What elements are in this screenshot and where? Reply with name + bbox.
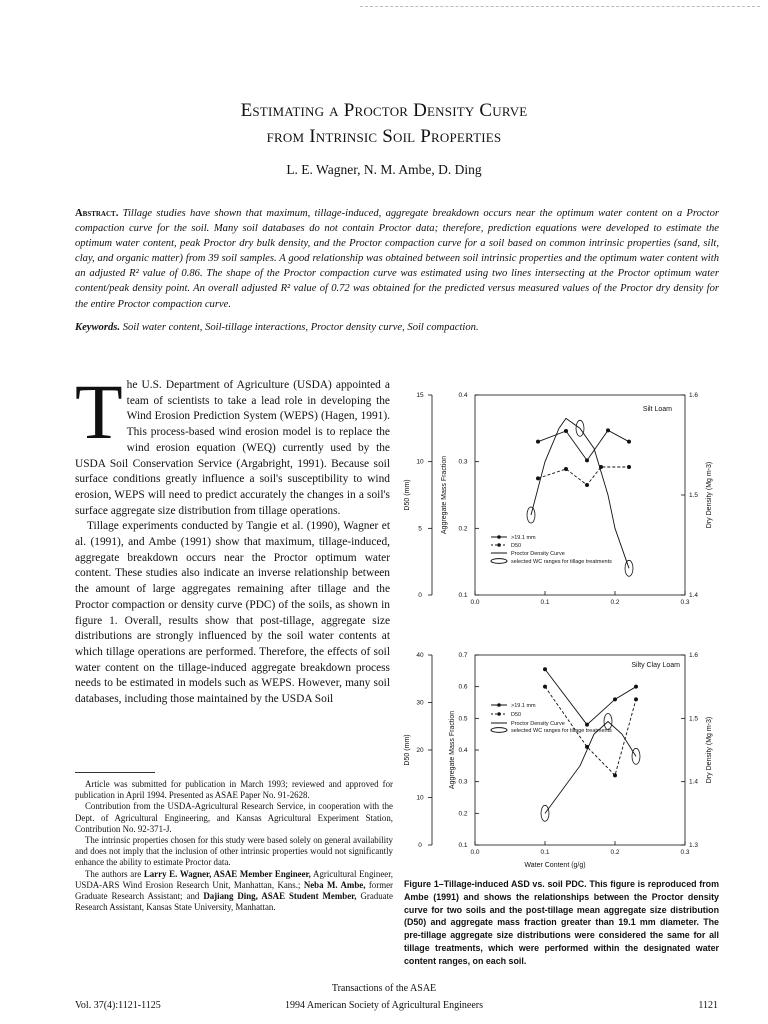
body-paragraph-1-text: he U.S. Department of Agriculture (USDA) appointed a team of scientists to take a lead role in developing the Wind Erosion Prediction System (WEPS) (Hagen, 1991). This process-based wind erosion model is to replace the wind erosion equation (WEQ) currently used by the USDA Soil Conservation Service (Argabright, 1991). Because soil surface conditions greatly influence a soil's susceptibility to wind erosion, WEPS will need to predict accurately the changes in a soil's surface aggregate size distribution from tillage operations. [75,379,390,517]
paper-title [0,98,768,150]
title-line-2: from Intrinsic Soil Properties [266,126,502,147]
legend-label-3: Proctor Density Curve [511,551,565,557]
volume-info: Vol. 37(4):1121-1125 [75,1000,161,1011]
fn-author-wagner: Larry E. Wagner, ASAE Member Engineer, [143,868,311,879]
y-label-density: Dry Density (Mg m-3) [706,716,713,784]
fn-authors-a: The authors are [85,868,144,879]
chart-marks [416,392,698,606]
density-tick-label: 1.5 [689,715,699,723]
chart-marks [416,652,698,856]
d50-tick-label: 30 [416,699,424,707]
journal-name: Transactions of the ASAE [331,983,437,994]
fn-authors-d: Graduate Research Assistant, Kansas State University, Manhattan. [75,891,393,913]
proctor-curve-line [531,418,629,568]
y-tick-label: 0.3 [458,778,468,786]
fn-author-ding: Dajiang Ding, ASAE Student Member, [203,891,357,902]
figure-caption: Figure 1–Tillage-induced ASD vs. soil PDC. This figure is reproduced from Ambe (1991) and shows the relationships between the Proctor density curve for two soils and the post-tillage mean aggregate size distribution (D50) and aggregate mass fraction greater than 19.1 mm diameter. The pre-tillage aggregate size distributions were considered the same for all tillage treatments, which were performed within the designated water content ranges, on each soil. [404,879,719,966]
d50-tick-label: 10 [416,458,424,466]
figure-1-top-chart [395,385,725,615]
d50-tick-label: 5 [418,525,422,533]
legend-label-4: selected WC ranges for tillage treatments [511,559,612,565]
legend-ellipse [491,559,507,564]
body-column-left [75,368,390,708]
mass-fraction-point [585,458,589,462]
d50-point [536,476,540,480]
d50-tick-label: 0 [418,592,422,599]
legend-label-2: D50 [511,543,522,549]
y-tick-label: 0.7 [458,652,468,659]
d50-point [627,465,631,469]
legend-dot-2 [497,712,501,716]
legend-label-3: Proctor Density Curve [511,721,565,727]
plot-frame [475,395,685,595]
title-line-1: Estimating a Proctor Density Curve [240,100,528,121]
density-tick-label: 1.5 [689,492,699,499]
y-tick-label: 0.4 [458,392,468,399]
d50-point [634,697,638,701]
x-tick-label: 0.2 [610,599,620,606]
plot-frame [475,655,685,845]
y-label-d50: D50 (mm) [404,479,411,511]
y-tick-label: 0.5 [458,715,468,723]
copyright: 1994 American Society of Agricultural Engineers [284,1000,483,1011]
footnote-properties: The intrinsic properties chosen for this study were based solely on general availability and does not imply that the inclusion of other intrinsic properties would not significantly enhance the ability to estimate Proctor data. [75,835,393,868]
figure-1-bottom-chart [395,645,725,875]
page-number: 1121 [698,1000,718,1011]
d50-point [543,685,547,689]
mass-fraction-point [585,723,589,727]
proctor-curve-line [545,722,636,814]
legend-ellipse [491,728,507,733]
density-tick-label: 1.6 [689,652,699,659]
chart-title: Silt Loam [642,406,672,413]
fn-author-ambe: Neba M. Ambe, [303,879,366,890]
d50-series-line [538,467,629,485]
footnote-rule [75,772,155,773]
legend-dot-1 [497,703,501,707]
density-tick-label: 1.3 [689,842,699,849]
abstract [75,206,719,312]
chart-title: Silty Clay Loam [631,662,680,669]
y-label-d50: D50 (mm) [404,734,411,766]
d50-tick-label: 10 [416,794,424,802]
legend-label-4: selected WC ranges for tillage treatments [511,728,612,734]
y-tick-label: 0.6 [458,683,468,691]
y-label-density: Dry Density (Mg m-3) [706,461,713,529]
scan-top-line [360,6,760,7]
mass-fraction-point [606,428,610,432]
legend-dot-2 [497,543,501,547]
footnote-submission: Article was submitted for publication in March 1993; reviewed and approved for publication in April 1994. Presented as ASAE Paper No. 91-2628. [75,779,393,801]
y-label-mass-fraction: Aggregate Mass Fraction [441,455,448,535]
y-tick-label: 0.2 [458,525,468,533]
mass-fraction-point [627,440,631,444]
y-tick-label: 0.2 [458,810,468,818]
footnote-contribution: Contribution from the USDA-Agricultural Research Service, in cooperation with the Dept. of Agricultural Engineering, and Kansas Agricultural Experiment Station, Contribution No. 92-371-J. [75,801,393,834]
abstract-label: Abstract. [75,208,119,219]
d50-point [585,483,589,487]
x-axis-label: Water Content (g/g) [524,862,586,869]
x-tick-label: 0.2 [610,849,620,856]
density-tick-label: 1.4 [689,778,699,786]
abstract-text: Tillage studies have shown that maximum, tillage-induced, aggregate breakdown occurs near the optimum water content on a Proctor compaction curve for the soil. Many soil databases do not contain Proctor data; therefore, prediction equations were developed to estimate the optimum water content, peak Proctor dry bulk density, and the Proctor compaction curve for a soil based on common intrinsic properties (sand, silt, clay, and organic matter) from 39 soil samples. A good relationship was obtained between soil intrinsic properties and the optimum water content with an adjusted R² value of 0.86. The shape of the Proctor compaction curve was estimated using two lines intersecting at the Proctor optimum water content/peak density point. An overall adjusted R² value of 0.72 was obtained for the predicted versus measured values of the Proctor dry density for the entire Proctor compaction curve. [75,208,719,310]
d50-point [564,467,568,471]
keywords-text: Soil water content, Soil-tillage interactions, Proctor density curve, Soil compaction. [122,322,479,333]
y-tick-label: 0.1 [458,842,468,849]
legend-label-2: D50 [511,712,522,718]
mass-fraction-point [536,440,540,444]
x-tick-label: 0.1 [540,849,550,856]
drop-cap: T [75,368,123,455]
mass-fraction-point [634,685,638,689]
mass-fraction-point [543,667,547,671]
d50-tick-label: 40 [416,652,424,659]
legend [491,535,612,565]
author-list: L. E. Wagner, N. M. Ambe, D. Ding [286,162,482,177]
footnote-authors [75,869,393,914]
fn-authors-b: Agricultural Engineer, USDA-ARS Wind Erosion Research Unit, Manhattan, Kans.; [75,868,394,890]
keywords-label: Keywords. [75,322,121,333]
body-paragraph-2: Tillage experiments conducted by Tangie et al. (1990), Wagner et al. (1991), and Ambe (1991) show that maximum, tillage-induced, aggregate breakdown occurs near the Proctor optimum water content. These studies also indicate an inverse relationship between the amount of large aggregates remaining after tillage and the Proctor compaction or density curve (PDC) of the soils, as shown in figure 1. Overall, results show that post-tillage, aggregate size distributions are strongly influenced by the soil water contents at which tillage operations are performed. Therefore, the effects of soil water content on the tillage-induced aggregate breakdown process needs to be estimated in models such as WEPS. However, many soil databases, including those maintained by the USDA Soil [75,520,390,706]
fn-authors-c: former Graduate Research Assistant; and [75,879,393,902]
body-paragraph-1 [75,368,390,519]
x-tick-label: 0.3 [680,599,690,606]
mass-fraction-point [564,429,568,433]
footnotes [75,779,393,913]
legend-label-1: >19.1 mm [511,535,536,541]
x-tick-label: 0.0 [470,599,480,606]
mass-fraction-point [613,697,617,701]
d50-tick-label: 20 [416,747,424,754]
d50-tick-label: 0 [418,842,422,849]
y-tick-label: 0.1 [458,592,468,599]
y-label-mass-fraction: Aggregate Mass Fraction [449,710,456,790]
d50-tick-label: 15 [416,392,424,399]
density-tick-label: 1.4 [689,592,699,599]
legend-dot-1 [497,535,501,539]
x-tick-label: 0.1 [540,599,550,606]
density-tick-label: 1.6 [689,392,699,399]
keywords [75,322,719,333]
mass-fraction-series-line [545,669,636,724]
legend-label-1: >19.1 mm [511,703,536,709]
d50-point [613,773,617,777]
y-tick-label: 0.3 [458,458,468,466]
x-tick-label: 0.3 [680,849,690,856]
y-tick-label: 0.4 [458,747,468,754]
x-tick-label: 0.0 [470,849,480,856]
